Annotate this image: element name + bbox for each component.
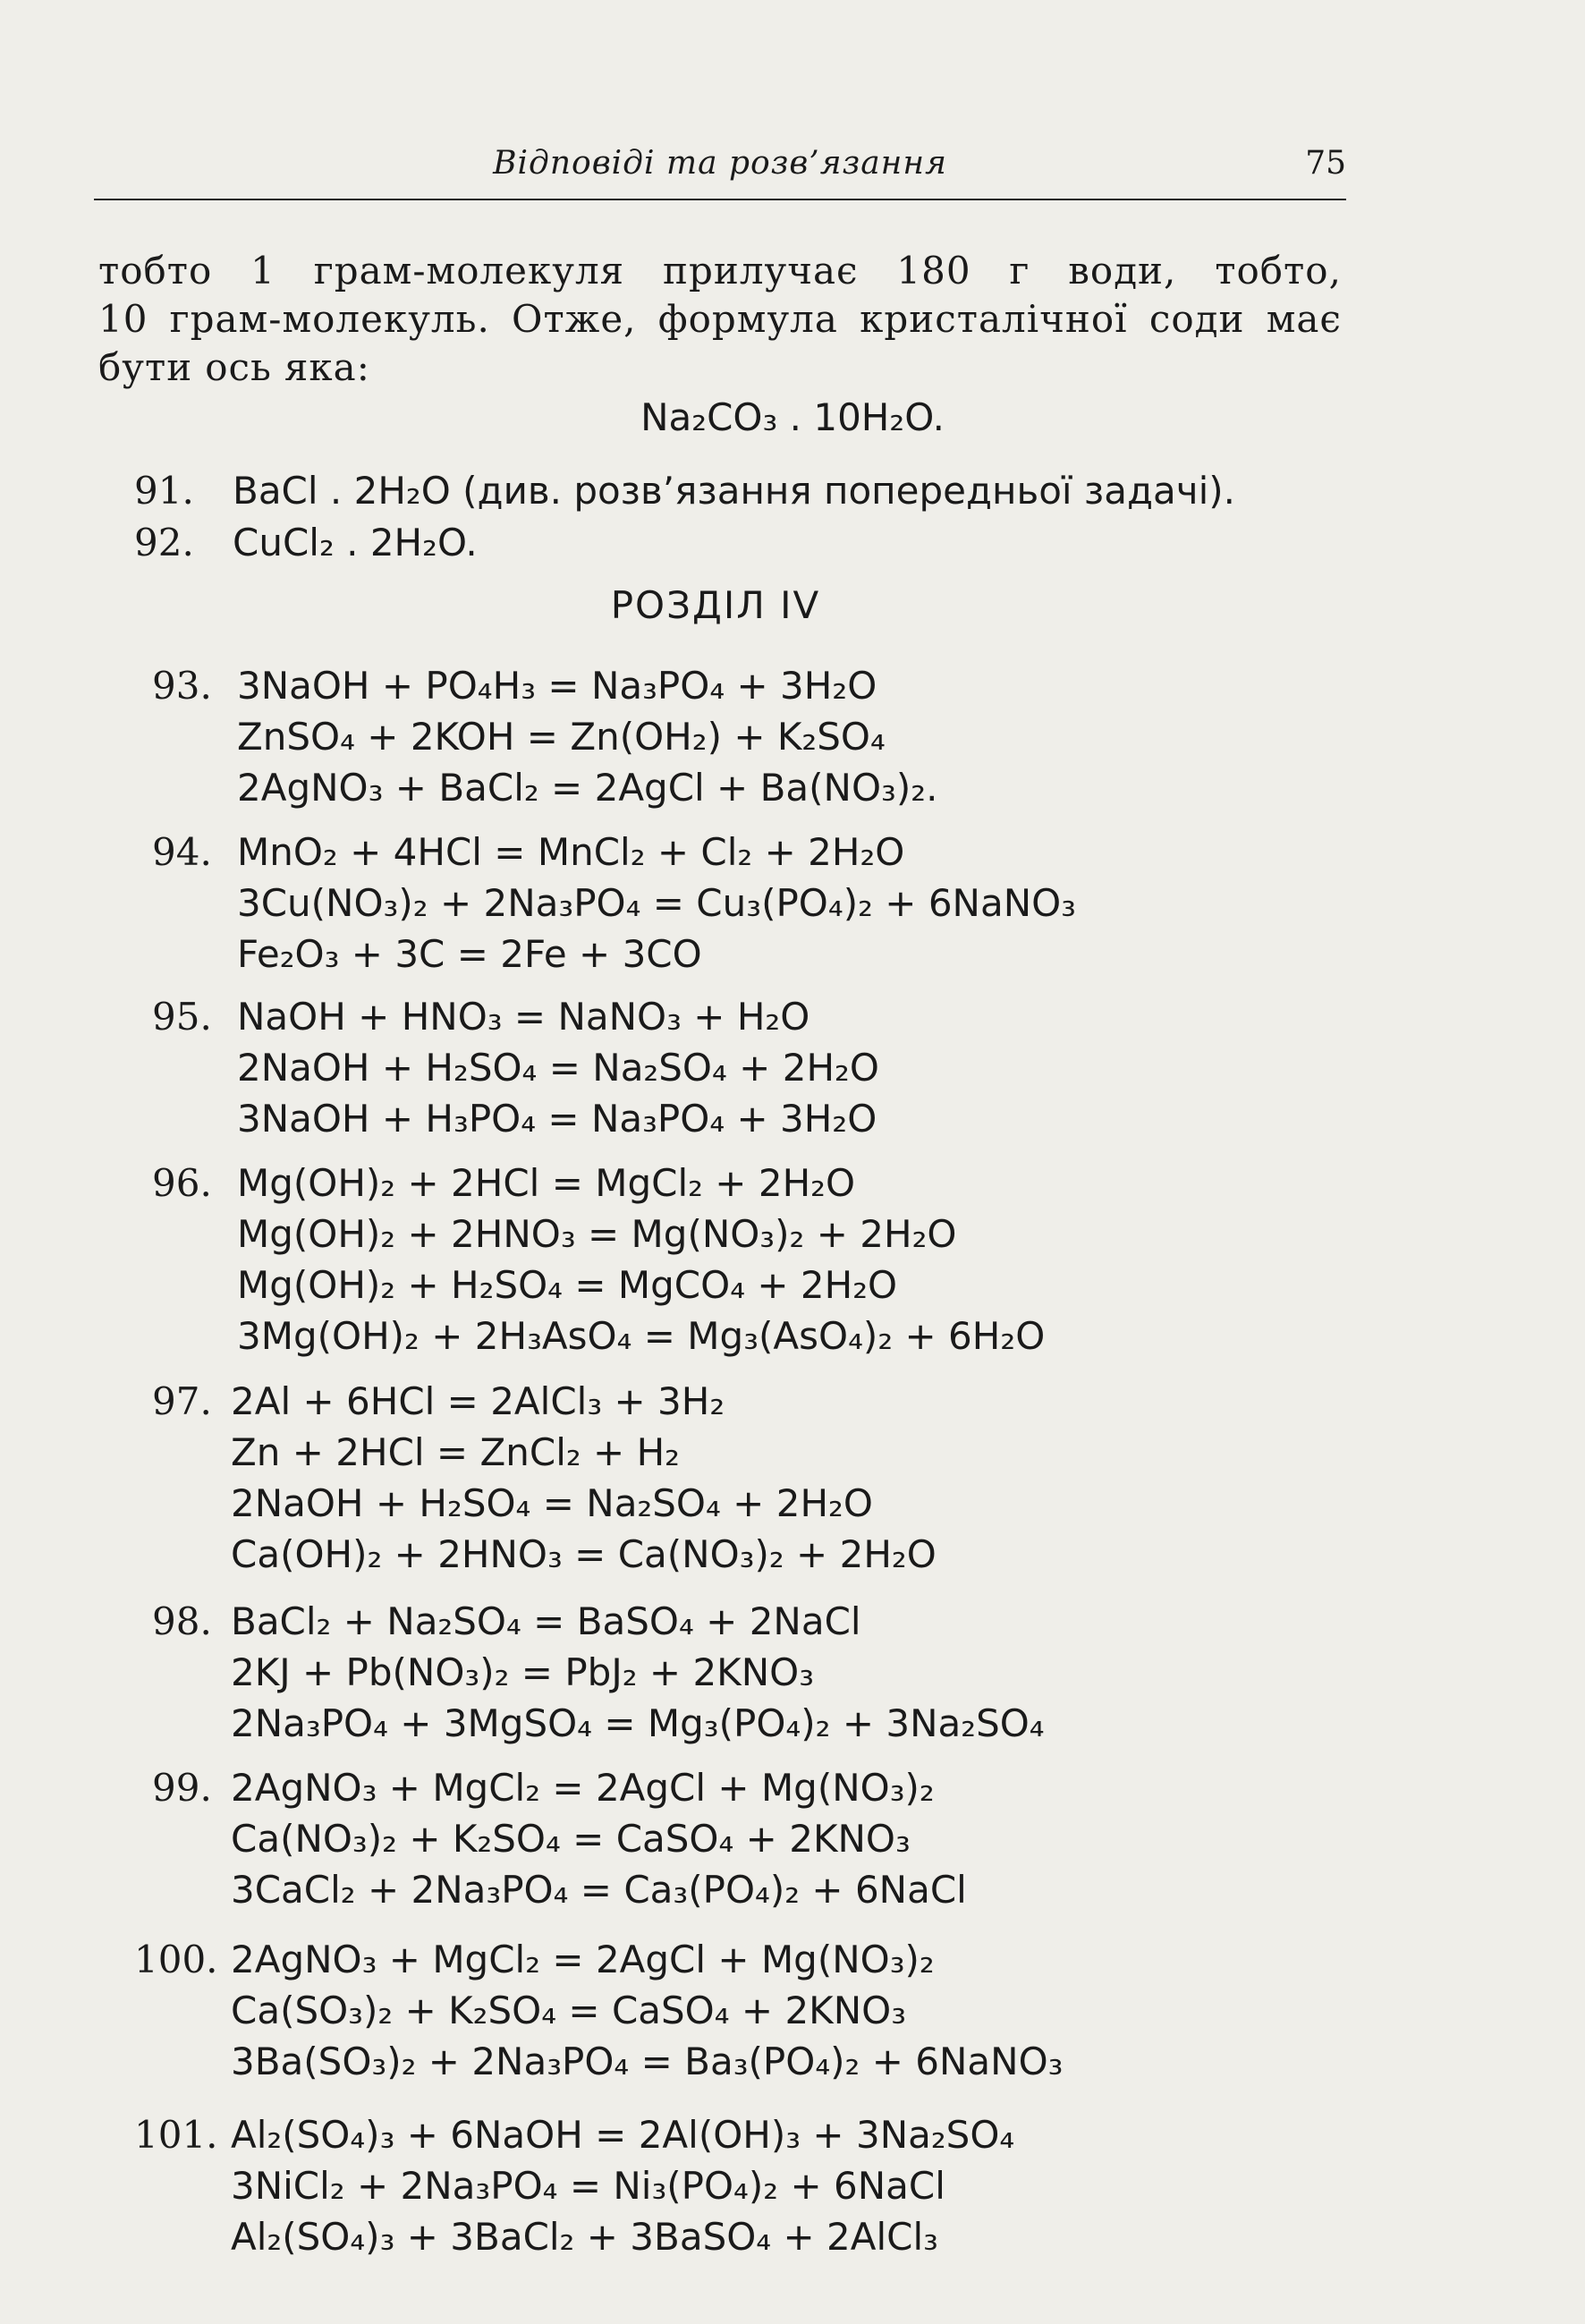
problem-number: 100. <box>134 1938 218 1981</box>
problem-number: 97. <box>152 1379 212 1423</box>
equation: 2Na₃PO₄ + 3MgSO₄ = Mg₃(PO₄)₂ + 3Na₂SO₄ <box>231 1701 1045 1745</box>
equation: BaCl₂ + Na₂SO₄ = BaSO₄ + 2NaCl <box>231 1599 861 1643</box>
problem-number: 98. <box>152 1599 212 1643</box>
answer-text: BaCl . 2H₂O (див. розв’язання попередньої задачі). <box>233 469 1235 513</box>
answer-text: CuCl₂ . 2H₂O. <box>233 521 478 564</box>
word: 1 <box>250 249 275 293</box>
equation: Mg(OH)₂ + 2HNO₃ = Mg(NO₃)₂ + 2H₂O <box>237 1212 957 1256</box>
word: грам-молекуль. <box>169 297 490 341</box>
problem-number: 101. <box>134 2113 218 2157</box>
word: води, <box>1068 249 1177 293</box>
equation: 2AgNO₃ + BaCl₂ = 2AgCl + Ba(NO₃)₂. <box>237 766 938 810</box>
soda-formula: Na₂CO₃ . 10H₂O. <box>640 395 945 439</box>
equation: MnO₂ + 4HCl = MnCl₂ + Cl₂ + 2H₂O <box>237 830 905 874</box>
equation: Mg(OH)₂ + H₂SO₄ = MgCO₄ + 2H₂O <box>237 1263 898 1307</box>
word: кристалічної <box>860 297 1128 341</box>
word: 180 <box>896 249 971 293</box>
running-header <box>94 145 1346 200</box>
equation: 2NaOH + H₂SO₄ = Na₂SO₄ + 2H₂O <box>231 1481 873 1525</box>
equation: ZnSO₄ + 2KOH = Zn(OH₂) + K₂SO₄ <box>237 715 886 759</box>
equation: Al₂(SO₄)₃ + 6NaOH = 2Al(OH)₃ + 3Na₂SO₄ <box>231 2113 1015 2157</box>
word: Отже, <box>512 297 637 341</box>
equation: Zn + 2HCl = ZnCl₂ + H₂ <box>231 1430 681 1474</box>
intro-line-1 <box>98 247 1342 295</box>
word: яка: <box>284 345 370 389</box>
word: соди <box>1148 297 1245 341</box>
problem-number: 94. <box>152 830 212 874</box>
equation: NaOH + HNO₃ = NaNO₃ + H₂O <box>237 995 810 1039</box>
word: тобто <box>98 249 213 293</box>
word: прилучає <box>662 249 859 293</box>
equation: 3Mg(OH)₂ + 2H₃AsO₄ = Mg₃(AsO₄)₂ + 6H₂O <box>237 1314 1046 1358</box>
equation: 3NiCl₂ + 2Na₃PO₄ = Ni₃(PO₄)₂ + 6NaCl <box>231 2164 945 2208</box>
intro-paragraph <box>98 247 1342 392</box>
word: г <box>1009 249 1030 293</box>
word: бути <box>98 345 193 389</box>
intro-line-3 <box>98 344 1342 392</box>
equation: 2Al + 6HCl = 2AlCl₃ + 3H₂ <box>231 1379 725 1423</box>
word: ось <box>205 345 272 389</box>
problem-number: 95. <box>152 995 212 1039</box>
running-title: Відповіді та розв’язання <box>493 145 947 182</box>
word: формула <box>657 297 838 341</box>
answer-number: 92. <box>134 521 194 564</box>
equation: 2KJ + Pb(NO₃)₂ = PbJ₂ + 2KNO₃ <box>231 1650 815 1694</box>
equation: 2AgNO₃ + MgCl₂ = 2AgCl + Mg(NO₃)₂ <box>231 1938 935 1981</box>
word: має <box>1266 297 1342 341</box>
page-number: 75 <box>1305 145 1346 182</box>
problem-number: 96. <box>152 1161 212 1205</box>
word: грам-молекуля <box>313 249 625 293</box>
equation: 2NaOH + H₂SO₄ = Na₂SO₄ + 2H₂O <box>237 1046 879 1090</box>
equation: Ca(SO₃)₂ + K₂SO₄ = CaSO₄ + 2KNO₃ <box>231 1989 907 2032</box>
equation: 3NaOH + PO₄H₃ = Na₃PO₄ + 3H₂O <box>237 664 877 708</box>
word: 10 <box>98 297 148 341</box>
equation: Mg(OH)₂ + 2HCl = MgCl₂ + 2H₂O <box>237 1161 856 1205</box>
equation: Ca(OH)₂ + 2HNO₃ = Ca(NO₃)₂ + 2H₂O <box>231 1532 937 1576</box>
equation: Fe₂O₃ + 3C = 2Fe + 3CO <box>237 932 702 976</box>
equation: 3CaCl₂ + 2Na₃PO₄ = Ca₃(PO₄)₂ + 6NaCl <box>231 1868 967 1912</box>
equation: 2AgNO₃ + MgCl₂ = 2AgCl + Mg(NO₃)₂ <box>231 1766 935 1810</box>
equation: 3Cu(NO₃)₂ + 2Na₃PO₄ = Cu₃(PO₄)₂ + 6NaNO₃ <box>237 881 1077 925</box>
problem-number: 93. <box>152 664 212 708</box>
answer-number: 91. <box>134 469 194 513</box>
equation: Ca(NO₃)₂ + K₂SO₄ = CaSO₄ + 2KNO₃ <box>231 1817 911 1861</box>
equation: 3Ba(SO₃)₂ + 2Na₃PO₄ = Ba₃(PO₄)₂ + 6NaNO₃ <box>231 2040 1064 2083</box>
answer-91 <box>134 469 1235 513</box>
problem-number: 99. <box>152 1766 212 1810</box>
answer-92 <box>134 521 478 564</box>
intro-line-2 <box>98 295 1342 344</box>
section-title: РОЗДІЛ IV <box>610 583 821 627</box>
word: тобто, <box>1215 249 1342 293</box>
equation: 3NaOH + H₃PO₄ = Na₃PO₄ + 3H₂O <box>237 1097 877 1141</box>
equation: Al₂(SO₄)₃ + 3BaCl₂ + 3BaSO₄ + 2AlCl₃ <box>231 2215 938 2259</box>
